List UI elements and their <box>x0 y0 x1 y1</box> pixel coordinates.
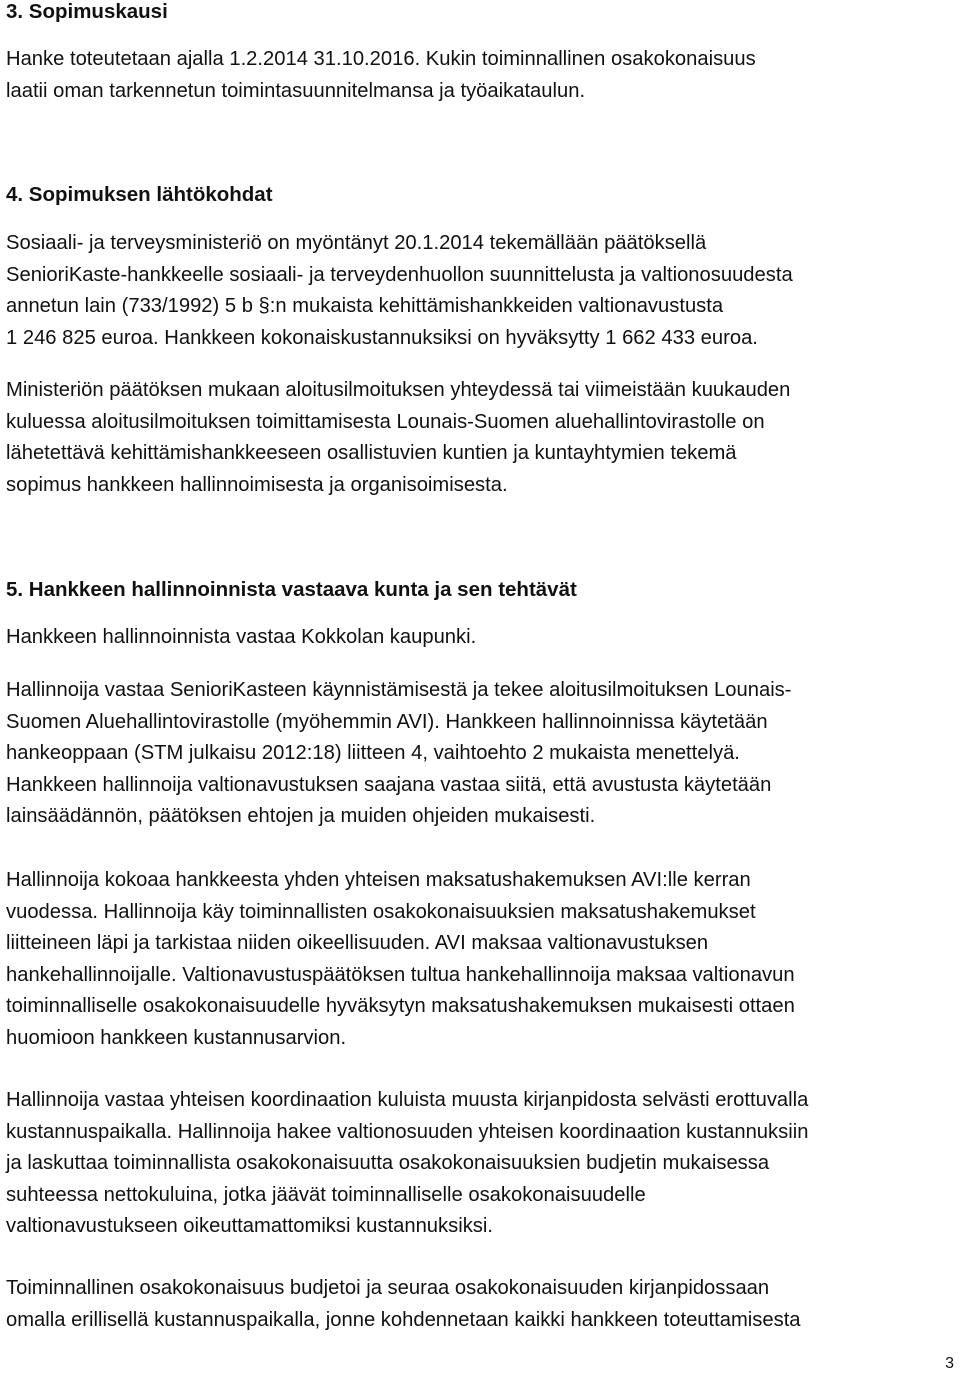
page-number: 3 <box>945 1355 954 1372</box>
section-5-paragraph-5: Toiminnallinen osakokonaisuus budjetoi ja seuraa osakokonaisuuden kirjanpidossaan omalla erillisellä kustannuspaikalla, jonne kohdennetaan kaikki hankkeen toteuttamisesta <box>6 1277 801 1331</box>
section-5-paragraph-2: Hallinnoija vastaa SenioriKasteen käynnistämisestä ja tekee aloitusilmoituksen Lounais- Suomen Aluehallintovirastolle (myöhemmin AVI). Hankkeen hallinnoinnissa käytetään hankeoppaan (STM julkaisu 2012:18) liitteen 4, vaihtoehto 2 mukaista menettelyä. Hankkeen hallinnoija valtionavustuksen saajana vastaa siitä, että avustusta käytetään lainsäädännön, päätöksen ehtojen ja muiden ohjeiden mukaisesti. <box>6 679 792 828</box>
section-5-paragraph-1: Hankkeen hallinnoinnista vastaa Kokkolan kaupunki. <box>6 626 477 648</box>
section-4-paragraph-2: Ministeriön päätöksen mukaan aloitusilmoituksen yhteydessä tai viimeistään kuukauden kuluessa aloitusilmoituksen toimittamisesta Lounais-Suomen aluehallintovirastolle on lähetettävä kehittämishankkeeseen osallistuvien kuntien ja kuntayhtymien tekemä sopimus hankkeen hallinnoimisesta ja organisoimisesta. <box>6 379 791 496</box>
section-3-heading: 3. Sopimuskausi <box>6 0 168 23</box>
section-5-paragraph-3: Hallinnoija kokoaa hankkeesta yhden yhteisen maksatushakemuksen AVI:lle kerran vuodessa. Hallinnoija käy toiminnallisten osakokonaisuuksien maksatushakemukset liitteineen läpi ja tarkistaa niiden oikeellisuuden. AVI maksaa valtionavustuksen hankehallinnoijalle. Valtionavustuspäätöksen tultua hankehallinnoija maksaa valtionavun toiminnalliselle osakokonaisuudelle hyväksytyn maksatushakemuksen mukaisesti ottaen huomioon hankkeen kustannusarvion. <box>6 869 795 1049</box>
section-4-paragraph-1: Sosiaali- ja terveysministeriö on myöntänyt 20.1.2014 tekemällään päätöksellä SenioriKaste-hankkeelle sosiaali- ja terveydenhuollon suunnittelusta ja valtionosuudesta annetun lain (733/1992) 5 b §:n mukaista kehittämishankkeiden valtionavustusta 1 246 825 euroa. Hankkeen kokonaiskustannuksiksi on hyväksytty 1 662 433 euroa. <box>6 232 793 349</box>
section-4-heading: 4. Sopimuksen lähtökohdat <box>6 183 273 206</box>
section-5-heading: 5. Hankkeen hallinnoinnista vastaava kunta ja sen tehtävät <box>6 578 577 601</box>
section-5-paragraph-4: Hallinnoija vastaa yhteisen koordinaation kuluista muusta kirjanpidosta selvästi erottuvalla kustannuspaikalla. Hallinnoija hakee valtionosuuden yhteisen koordinaation kustannuksiin ja laskuttaa toiminnallista osakokonaisuutta osakokonaisuuksien budjetin mukaisessa suhteessa nettokuluina, jotka jäävät toiminnalliselle osakokonaisuudelle valtionavustukseen oikeuttamattomiksi kustannuksiksi. <box>6 1089 809 1238</box>
section-3-paragraph-1: Hanke toteutetaan ajalla 1.2.2014 31.10.2016. Kukin toiminnallinen osakokonaisuus laatii oman tarkennetun toimintasuunnitelmansa ja työaikataulun. <box>6 48 756 102</box>
